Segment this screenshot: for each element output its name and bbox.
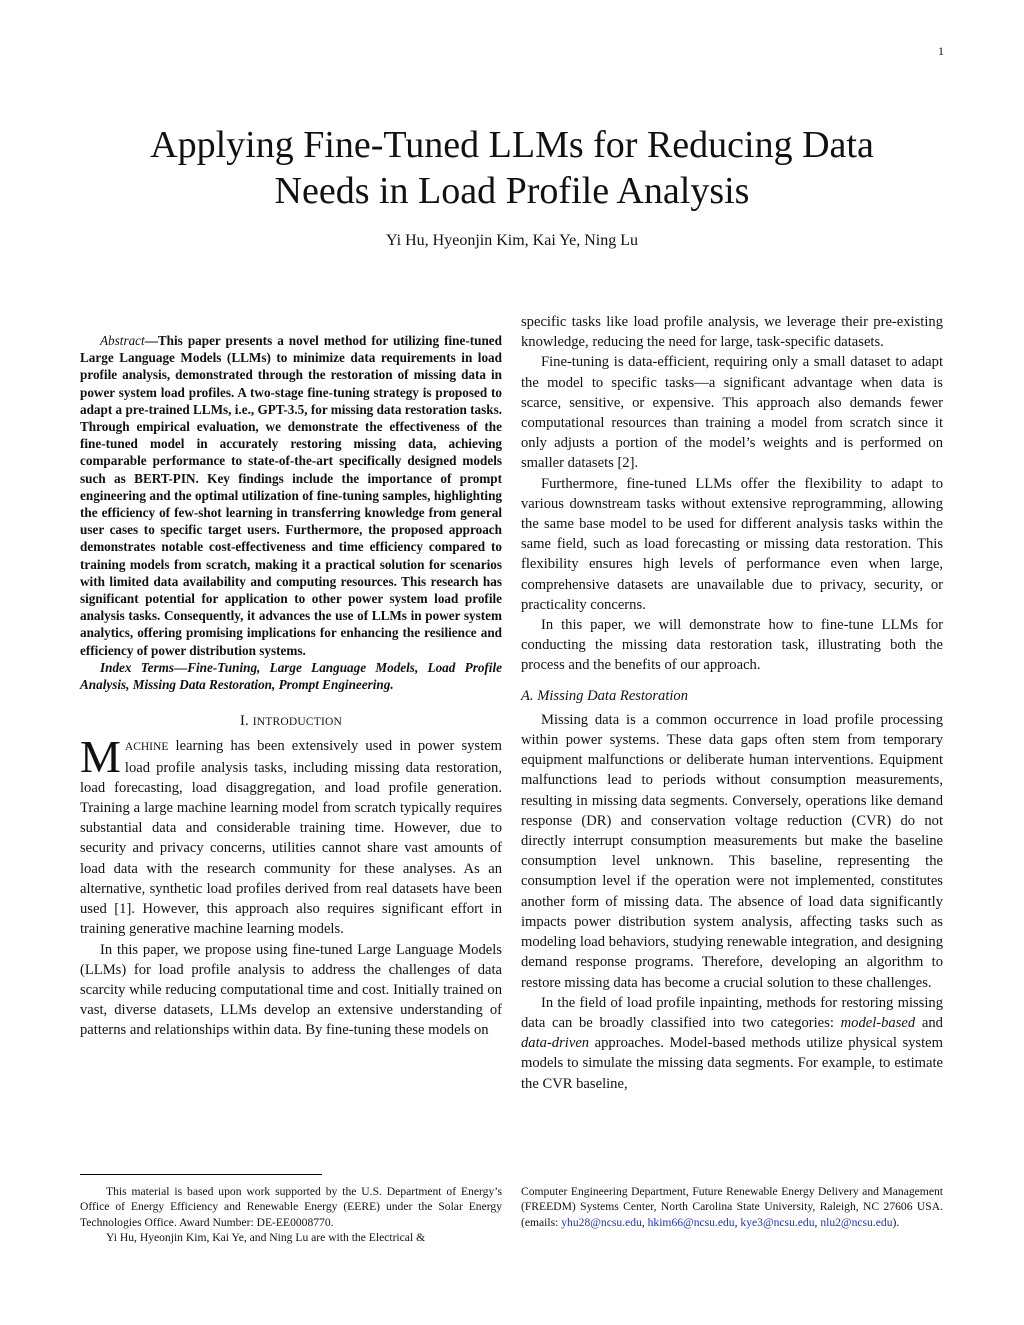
title-line-1: Applying Fine-Tuned LLMs for Reducing Data (150, 124, 874, 166)
email-separator: , (734, 1215, 741, 1229)
abstract-label: Abstract (100, 333, 145, 348)
term-model-based: model-based (840, 1014, 916, 1031)
missing-data-paragraph-1: Missing data is a common occurrence in load profile processing within power systems. These data gaps often stem from temporary equipment malfunctions or deliberate human interventions. Equipment malfunctions lead to periods without consumption measurements, resulting in missing data segments. Conversely, operations like demand response (DR) and conservation voltage reduction (CVR) do not directly interrupt consumption measurements but make the baseline consumption level unknown. This baseline, representing the consumption level if the operation were not implemented, constitutes another form of missing data. The absence of load data significantly impacts power distribution system analysis, affecting tasks such as modeling load behaviors, studying renewable integration, and designing demand response programs. Therefore, developing an algorithm to restore missing data has become a crucial solution to these challenges. (521, 711, 943, 991)
intro-paragraph-3: Fine-tuning is data-efficient, requiring only a small dataset to adapt the model to specific tasks—a significant advantage when data is scarce, sensitive, or expensive. This approach also demands fewer computational resources than training a model from scratch since it only adjusts a portion of the model’s weights and is performed on smaller datasets [2]. (521, 354, 943, 472)
footnotes-right (521, 1184, 943, 1230)
right-column (521, 312, 943, 1094)
paragraph-text: and (915, 1014, 943, 1031)
title-line-2: Needs in Load Profile Analysis (274, 170, 750, 212)
intro-paragraph-2: In this paper, we propose using fine-tuned Large Language Models (LLMs) for load profile analysis to address the challenges of data scarcity while reducing computational time and cost. Initially trained on vast, diverse datasets, LLMs develop an extensive understanding of patterns and relationships within data. By fine-tuning these models on (80, 941, 502, 1039)
abstract (80, 332, 502, 659)
paper-title (0, 122, 1024, 214)
missing-data-paragraph-2 (521, 993, 943, 1094)
term-data-driven: data-driven (521, 1035, 590, 1052)
drop-cap: M (80, 731, 121, 783)
index-terms: Index Terms—Fine-Tuning, Large Language Models, Load Profile Analysis, Missing Data Restoration, Prompt Engineering. (80, 659, 502, 693)
footnote-affiliation: Yi Hu, Hyeonjin Kim, Kai Ye, and Ning Lu are with the Electrical & (106, 1231, 426, 1245)
footnote-funding: This material is based upon work supported by the U.S. Department of Energy’s Office of Energy Efficiency and Renewable Energy (EERE) under the Solar Energy Technologies Office. Award Number: DE-EE0008770. (80, 1185, 502, 1229)
footnote-affiliation-continued: Computer Engineering Department, Future Renewable Energy Delivery and Management (FREEDM) Systems Center, North Carolina State University, Raleigh, NC 27606 USA. (emails: (521, 1185, 943, 1229)
drop-cap-rest: ACHINE (124, 741, 169, 754)
section-number: I. (239, 713, 249, 730)
intro-paragraph-5: In this paper, we will demonstrate how to fine-tune LLMs for conducting the missing data restoration task, illustrating both the process and the benefits of our approach. (521, 617, 943, 674)
footnote-divider (80, 1174, 322, 1175)
email-separator: , (641, 1215, 648, 1229)
section-heading-introduction (80, 711, 502, 732)
subsection-heading-missing-data: A. Missing Data Restoration (521, 687, 689, 704)
left-column (80, 332, 502, 1041)
paragraph-text: In the field of load profile inpainting, methods for restoring missing data can be broadly classified into two categories: (521, 994, 943, 1031)
email-link-hkim[interactable]: hkim66@ncsu.edu (647, 1215, 735, 1229)
section-title: INTRODUCTION (252, 716, 343, 729)
page-number: 1 (938, 44, 944, 58)
email-link-kye[interactable]: kye3@ncsu.edu (740, 1215, 815, 1229)
intro-paragraph-1-text: learning has been extensively used in power system load profile analysis tasks, including missing data restoration, load forecasting, load disaggregation, and load profile generation. Training a large machine learning model from scratch typically requires substantial data and considerable training time. However, due to security and privacy concerns, utilities cannot share vast amounts of load data with the research community for these analyses. As an alternative, synthetic load profiles derived from real datasets have been used [1]. However, this approach also requires significant effort in training generative machine learning models. (80, 738, 502, 938)
intro-paragraph-2-continued: specific tasks like load profile analysis, we leverage their pre-existing knowledge, reducing the need for large, task-specific datasets. (521, 314, 943, 351)
footnote-end: ). (892, 1215, 900, 1229)
intro-paragraph-4: Furthermore, fine-tuned LLMs offer the flexibility to adapt to various downstream tasks without extensive reprogramming, allowing the same base model to be used for different analysis tasks within the same field, such as load forecasting or missing data restoration. This flexibility ensures high levels of performance even when large, comprehensive datasets are unavailable due to privacy, security, or practicality concerns. (521, 475, 943, 613)
email-link-nlu[interactable]: nlu2@ncsu.edu (820, 1215, 893, 1229)
email-separator: , (814, 1215, 821, 1229)
paragraph-text: approaches. Model-based methods utilize physical system models to simulate the missing data segments. For example, to estimate the CVR baseline, (521, 1035, 943, 1092)
intro-paragraph-1 (80, 731, 502, 939)
footnotes-left (80, 1184, 502, 1246)
email-link-yhu[interactable]: yhu28@ncsu.edu (561, 1215, 642, 1229)
abstract-text: —This paper presents a novel method for utilizing fine-tuned Large Language Models (LLMs) to minimize data requirements in load profile analysis, demonstrated through the restoration of missing data in power system load profiles. A two-stage fine-tuning strategy is proposed to adapt a pre-trained LLMs, i.e., GPT-3.5, for missing data restoration tasks. Through empirical evaluation, we demonstrate the effectiveness of the fine-tuned model in accurately restoring missing data, achieving comparable performance to state-of-the-art specifically designed models such as BERT-PIN. Key findings include the importance of prompt engineering and the optimal utilization of fine-tuning samples, highlighting the efficiency of few-shot learning in transferring knowledge from general user cases to specific target users. Furthermore, the proposed approach demonstrates notable cost-effectiveness and time efficiency compared to training models from scratch, making it a practical solution for scenarios with limited data availability and computing resources. This research has significant potential for application to other power system load profile analysis tasks. Consequently, it advances the use of LLMs in power system analytics, offering promising implications for enhancing the resilience and efficiency of power distribution systems. (80, 333, 502, 658)
author-list: Yi Hu, Hyeonjin Kim, Kai Ye, Ning Lu (386, 232, 638, 249)
